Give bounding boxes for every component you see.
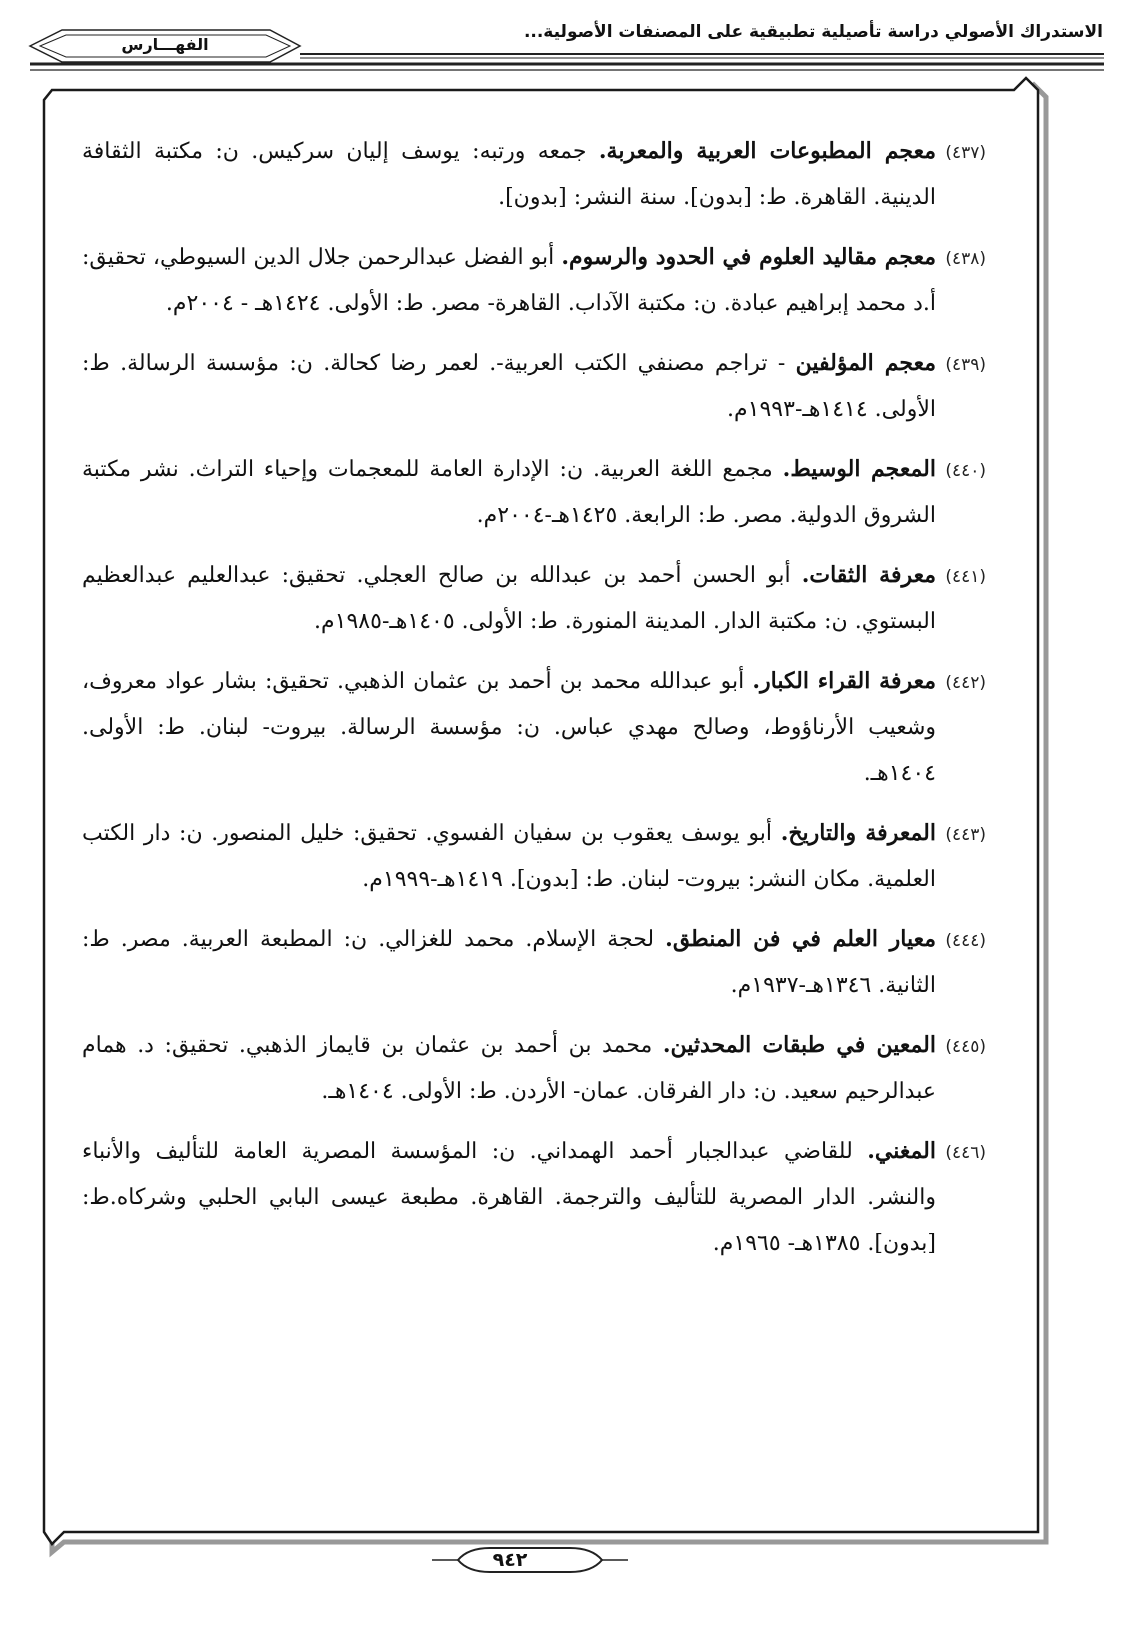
entry-text: محمد بن أحمد بن عثمان بن قايماز الذهبي. تحقيق: د. همام عبدالرحيم سعيد. ن: دار الفرقان. عمان- الأردن. ط: الأولى. ١٤٠٤هـ. bbox=[82, 1033, 936, 1104]
entry-number: (٤٤٤) bbox=[945, 931, 986, 951]
entry-text: أبو الحسن أحمد بن عبدالله بن صالح العجلي. تحقيق: عبدالعليم عبدالعظيم البستوي. ن: مكتبة الدار. المدينة المنورة. ط: الأولى. ١٤٠٥هـ-١٩٨٥م. bbox=[82, 563, 936, 634]
entry-number: (٤٣٧) bbox=[945, 143, 986, 163]
entry-text: أبو يوسف يعقوب بن سفيان الفسوي. تحقيق: خليل المنصور. ن: دار الكتب العلمية. مكان النشر: بيروت- لبنان. ط: [بدون]. ١٤١٩هـ-١٩٩٩م. bbox=[82, 821, 936, 892]
entry-text: مجمع اللغة العربية. ن: الإدارة العامة للمعجمات وإحياء التراث. نشر مكتبة الشروق الدولية. مصر. ط: الرابعة. ١٤٢٥هـ-٢٠٠٤م. bbox=[82, 457, 936, 528]
running-header-title: الاستدراك الأصولي دراسة تأصيلية تطبيقية على المصنفات الأصولية... bbox=[523, 22, 1103, 42]
entry-number: (٤٤٥) bbox=[945, 1037, 986, 1057]
list-item bbox=[82, 552, 986, 645]
entry-text: لحجة الإسلام. محمد للغزالي. ن: المطبعة العربية. مصر. ط: الثانية. ١٣٤٦هـ-١٩٣٧م. bbox=[82, 927, 936, 998]
entry-title: المغني. bbox=[867, 1138, 936, 1164]
entry-number: (٤٤٢) bbox=[945, 673, 986, 693]
entry-title: معيار العلم في فن المنطق. bbox=[665, 926, 936, 952]
entry-text: للقاضي عبدالجبار أحمد الهمداني. ن: المؤسسة المصرية العامة للتأليف والأنباء والنشر. الدار المصرية للتأليف والترجمة. القاهرة. مطبعة عيسى البابي الحلبي وشركاه.ط:[بدون]. ١٣٨٥هـ- ١٩٦٥م. bbox=[82, 1139, 936, 1256]
list-item bbox=[82, 658, 986, 797]
list-item bbox=[82, 1128, 986, 1267]
entry-text: أبو عبدالله محمد بن أحمد بن عثمان الذهبي. تحقيق: بشار عواد معروف، وشعيب الأرناؤوط، وصالح مهدي عباس. ن: مؤسسة الرسالة. بيروت- لبنان. ط: الأولى. ١٤٠٤هـ. bbox=[82, 669, 936, 786]
bibliography-list bbox=[82, 128, 986, 1280]
entry-title: المعرفة والتاريخ. bbox=[780, 820, 936, 846]
entry-number: (٤٤١) bbox=[945, 567, 986, 587]
entry-title: المعين في طبقات المحدثين. bbox=[662, 1032, 936, 1058]
entry-title: معرفة الثقات. bbox=[801, 562, 936, 588]
page-number: ٩٤٢ bbox=[492, 1549, 528, 1571]
list-item bbox=[82, 128, 986, 221]
entry-number: (٤٤٦) bbox=[945, 1143, 986, 1163]
entry-text: جمعه ورتبه: يوسف إليان سركيس. ن: مكتبة الثقافة الدينية. القاهرة. ط: [بدون]. سنة النشر: [بدون]. bbox=[82, 139, 936, 210]
list-item bbox=[82, 234, 986, 327]
section-label: الفهـــارس bbox=[121, 35, 209, 54]
entry-title: معجم المطبوعات العربية والمعربة. bbox=[598, 138, 936, 164]
list-item bbox=[82, 916, 986, 1009]
list-item bbox=[82, 810, 986, 903]
entry-title: المعجم الوسيط. bbox=[782, 456, 936, 482]
entry-number: (٤٣٩) bbox=[945, 355, 986, 375]
entry-number: (٤٣٨) bbox=[945, 249, 986, 269]
entry-text: - تراجم مصنفي الكتب العربية-. لعمر رضا كحالة. ن: مؤسسة الرسالة. ط: الأولى. ١٤١٤هـ-١٩٩٣م. bbox=[82, 351, 936, 422]
list-item bbox=[82, 446, 986, 539]
entry-title: معرفة القراء الكبار. bbox=[752, 668, 937, 694]
list-item bbox=[82, 340, 986, 433]
list-item bbox=[82, 1022, 986, 1115]
entry-title: معجم المؤلفين bbox=[795, 350, 936, 376]
entry-title: معجم مقاليد العلوم في الحدود والرسوم. bbox=[561, 244, 936, 270]
entry-text: أبو الفضل عبدالرحمن جلال الدين السيوطي، تحقيق: أ.د محمد إبراهيم عبادة. ن: مكتبة الآداب. القاهرة- مصر. ط: الأولى. ١٤٢٤هـ - ٢٠٠٤م. bbox=[82, 245, 936, 316]
entry-number: (٤٤٣) bbox=[945, 825, 986, 845]
entry-number: (٤٤٠) bbox=[945, 461, 986, 481]
